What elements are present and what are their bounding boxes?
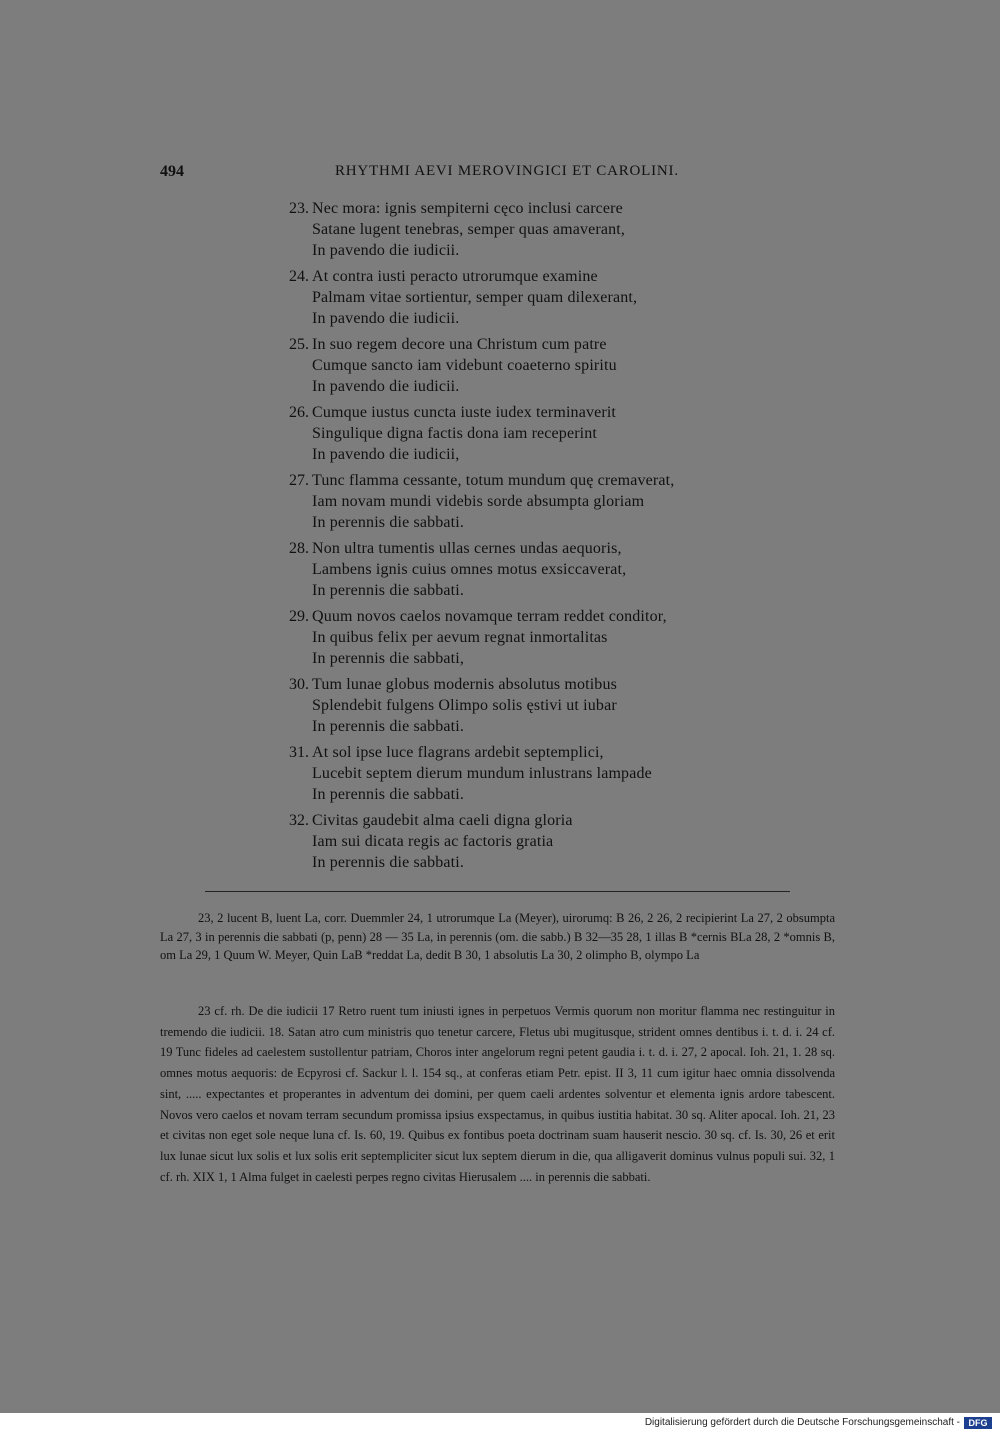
stanza [275, 608, 745, 676]
verse-line: In pavendo die iudicii, [312, 446, 460, 463]
stanza [275, 404, 745, 472]
stanza-number: 32. [289, 812, 309, 829]
page-header [160, 163, 834, 185]
verse-line: Satane lugent tenebras, semper quas amaverant, [312, 221, 626, 238]
stanza [275, 336, 745, 404]
verse-line: Cumque sancto iam videbunt coaeterno spiritu [312, 357, 617, 374]
verse-line: In pavendo die iudicii. [312, 310, 460, 327]
dfg-logo: DFG [964, 1417, 992, 1429]
critical-apparatus [160, 909, 835, 965]
verse-line: Tunc flamma cessante, totum mundum quę cremaverat, [312, 472, 675, 489]
stanza-number: 27. [289, 472, 309, 489]
verse-line: Nec mora: ignis sempiterni cęco inclusi carcere [312, 200, 623, 217]
stanza [275, 812, 745, 880]
stanza [275, 472, 745, 540]
poem-text [275, 200, 745, 880]
verse-line: In quibus felix per aevum regnat inmortalitas [312, 629, 608, 646]
verse-line: In pavendo die iudicii. [312, 378, 460, 395]
verse-line: In suo regem decore una Christum cum patre [312, 336, 607, 353]
funding-credit: Digitalisierung gefördert durch die Deutsche Forschungsgemeinschaft - [644, 1417, 960, 1428]
verse-line: In perennis die sabbati. [312, 718, 464, 735]
verse-line: Palmam vitae sortientur, semper quam dilexerant, [312, 289, 638, 306]
digitization-footer [0, 1413, 1000, 1434]
verse-line: Iam sui dicata regis ac factoris gratia [312, 833, 554, 850]
verse-line: Iam novam mundi videbis sorde absumpta gloriam [312, 493, 645, 510]
stanza-number: 28. [289, 540, 309, 557]
verse-line: Quum novos caelos novamque terram reddet conditor, [312, 608, 667, 625]
stanza [275, 268, 745, 336]
verse-line: Singulique digna factis dona iam receperint [312, 425, 598, 442]
stanza [275, 200, 745, 268]
stanza-number: 31. [289, 744, 309, 761]
footnote-divider [205, 891, 790, 892]
stanza [275, 540, 745, 608]
verse-line: At contra iusti peracto utrorumque examine [312, 268, 598, 285]
verse-line: In pavendo die iudicii. [312, 242, 460, 259]
verse-line: At sol ipse luce flagrans ardebit septemplici, [312, 744, 604, 761]
verse-line: In perennis die sabbati. [312, 854, 464, 871]
verse-line: Lucebit septem dierum mundum inlustrans lampade [312, 765, 652, 782]
verse-line: In perennis die sabbati, [312, 650, 464, 667]
verse-line: In perennis die sabbati. [312, 514, 464, 531]
verse-line: Lambens ignis cuius omnes motus exsiccaverat, [312, 561, 627, 578]
stanza-number: 29. [289, 608, 309, 625]
stanza-number: 25. [289, 336, 309, 353]
verse-line: Cumque iustus cuncta iuste iudex terminaverit [312, 404, 617, 421]
verse-line: In perennis die sabbati. [312, 582, 464, 599]
stanza-number: 26. [289, 404, 309, 421]
verse-line: Civitas gaudebit alma caeli digna gloria [312, 812, 573, 829]
stanza [275, 676, 745, 744]
apparatus-text: 23, 2 lucent B, luent La, corr. Duemmler 24, 1 utrorumque La (Meyer), uirorumq: B 26, 2 26, 2 recipierint La 27, 2 obsumpta La 27, 3 in perennis die sabbati (p, penn) 28 — 35 La, in perennis (om. die sabb.) B 32—35 28, 1 illas B *cernis BLa 28, 2 *omnis B, om La 29, 1 Quum W. Meyer, Quin LaB *reddat La, dedit B 30, 1 absolutis La 30, 2 olimpho B, olympo La [160, 911, 835, 962]
running-title: RHYTHMI AEVI MEROVINGICI ET CAROLINI. [335, 163, 679, 179]
page-number: 494 [160, 163, 184, 180]
verse-line: Non ultra tumentis ullas cernes undas aequoris, [312, 540, 622, 557]
verse-line: Tum lunae globus modernis absolutus motibus [312, 676, 617, 693]
stanza-number: 30. [289, 676, 309, 693]
stanza [275, 744, 745, 812]
commentary-notes [160, 1001, 835, 1187]
stanza-number: 23. [289, 200, 309, 217]
verse-line: In perennis die sabbati. [312, 786, 464, 803]
stanza-number: 24. [289, 268, 309, 285]
verse-line: Splendebit fulgens Olimpo solis ęstivi ut iubar [312, 697, 617, 714]
commentary-text: 23 cf. rh. De die iudicii 17 Retro ruent tum iniusti ignes in perpetuos Vermis quorum non moritur flamma nec restinguitur in tremendo die iudicii. 18. Satan atro cum ministris quo tenetur carcere, Fletus ubi mugitusque, strident omnes dentibus i. t. d. i. 24 cf. 19 Tunc fideles ad caelestem sustollentur patriam, Choros inter angelorum regni petent gaudia i. t. d. i. 27, 2 apocal. Ioh. 21, 1. 28 sq. omnes motus aequoris: de Ecpyrosi cf. Sackur l. l. 154 sq., at conferas etiam Petr. epist. II 3, 11 cum igitur haec omnia dissolvenda sint, ..... expectantes et properantes in adventum dei domini, per quem caeli ardentes solventur et elementa ignis ardore tabescent. Novos vero caelos et novam terram secundum promissa ipsius exspectamus, in quibus iustitia habitat. 30 sq. Aliter apocal. Ioh. 21, 23 et civitas non eget sole neque luna cf. Is. 60, 19. Quibus ex fontibus poeta doctrinam suam hauserit nescio. 30 sq. cf. Is. 30, 26 et erit lux lunae sicut lux solis et lux solis erit septempliciter sicut lux septem dierum in die, qua alligaverit dominus vulnus populi sui. 32, 1 cf. rh. XIX 1, 1 Alma fulget in caelesti perpes regno civitas Hierusalem .... in perennis die sabbati. [160, 1004, 835, 1184]
